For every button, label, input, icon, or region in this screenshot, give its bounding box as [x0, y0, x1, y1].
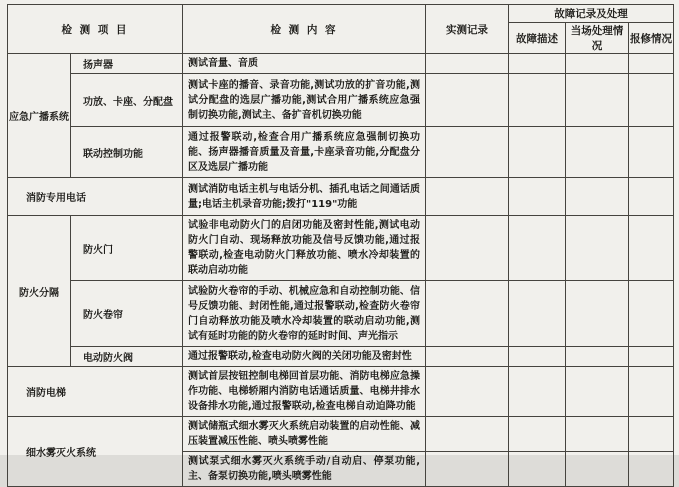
- content-fire-door: 试验非电动防火门的启闭功能及密封性能,测试电动防火门自动、现场释放功能及信号反馈功能,通过报警联动,检查电动防火门释放功能、喷水冷却装置的联动启动功能: [183, 216, 426, 281]
- fault-desc-cell: [509, 367, 566, 417]
- repair-status-cell: [629, 127, 674, 178]
- group-water-mist-system: 细水雾灭火系统: [8, 417, 183, 487]
- content-fire-telephone: 测试消防电话主机与电话分机、插孔电话之间通话质量;电话主机录音功能;拨打"119"功能: [183, 178, 426, 216]
- repair-status-cell: [629, 367, 674, 417]
- group-fire-separation: 防火分隔: [8, 216, 71, 367]
- repair-status-cell: [629, 216, 674, 281]
- fault-desc-cell: [509, 54, 566, 74]
- measured-record-cell: [426, 417, 509, 452]
- measured-record-cell: [426, 74, 509, 127]
- header-repair-status: 报修情况: [629, 23, 674, 54]
- content-water-mist-pump: 测试泵式细水雾灭火系统手动/自动启、停泵功能,主、备泵切换功能,喷头喷雾性能: [183, 452, 426, 487]
- onsite-handling-cell: [566, 54, 629, 74]
- repair-status-cell: [629, 347, 674, 367]
- content-amplifier-deck-panel: 测试卡座的播音、录音功能,测试功放的扩音功能,测试分配盘的选层广播功能,测试合用广播系统应急强制切换功能,测试主、备扩音机切换功能: [183, 74, 426, 127]
- repair-status-cell: [629, 178, 674, 216]
- content-linkage-control: 通过报警联动,检查合用广播系统应急强制切换功能、扬声器播音质量及音量,卡座录音功能,分配盘分区及选层广播功能: [183, 127, 426, 178]
- header-measured-record: 实测记录: [426, 5, 509, 54]
- table-row: [8, 367, 674, 417]
- fault-desc-cell: [509, 281, 566, 347]
- onsite-handling-cell: [566, 367, 629, 417]
- table-row: [8, 281, 674, 347]
- content-fire-elevator: 测试首层按钮控制电梯回首层功能、消防电梯应急操作功能、电梯轿厢内消防电话通话质量、电梯井排水设备排水功能,通过报警联动,检查电梯自动迫降功能: [183, 367, 426, 417]
- repair-status-cell: [629, 417, 674, 452]
- item-fire-door: 防火门: [71, 216, 183, 281]
- table-row: [8, 347, 674, 367]
- header-inspection-content: 检 测 内 容: [183, 5, 426, 54]
- table-row: [8, 216, 674, 281]
- header-fault-record-group: 故障记录及处理: [509, 5, 674, 23]
- header-onsite-handling: 当场处理情况: [566, 23, 629, 54]
- onsite-handling-cell: [566, 178, 629, 216]
- onsite-handling-cell: [566, 347, 629, 367]
- onsite-handling-cell: [566, 216, 629, 281]
- table-row: [8, 417, 674, 452]
- onsite-handling-cell: [566, 127, 629, 178]
- fault-desc-cell: [509, 347, 566, 367]
- measured-record-cell: [426, 367, 509, 417]
- table-row: [8, 178, 674, 216]
- onsite-handling-cell: [566, 417, 629, 452]
- table-row: [8, 74, 674, 127]
- measured-record-cell: [426, 178, 509, 216]
- inspection-table: [7, 4, 674, 487]
- table-row: [8, 127, 674, 178]
- repair-status-cell: [629, 74, 674, 127]
- content-water-mist-bottle: 测试储瓶式细水雾灭火系统启动装置的启动性能、减压装置减压性能、喷头喷雾性能: [183, 417, 426, 452]
- group-fire-elevator: 消防电梯: [8, 367, 183, 417]
- header-inspection-item: 检 测 项 目: [8, 5, 183, 54]
- group-emergency-broadcast: 应急广播系统: [8, 54, 71, 178]
- measured-record-cell: [426, 54, 509, 74]
- item-electric-fire-damper: 电动防火阀: [71, 347, 183, 367]
- content-fire-shutter: 试验防火卷帘的手动、机械应急和自动控制功能、信号反馈功能、封闭性能,通过报警联动,检查防火卷帘门自动释放功能及喷水冷却装置的联动启动功能,测试有延时功能的防火卷帘的延时时间、声光指示: [183, 281, 426, 347]
- item-linkage-control: 联动控制功能: [71, 127, 183, 178]
- item-fire-shutter: 防火卷帘: [71, 281, 183, 347]
- onsite-handling-cell: [566, 74, 629, 127]
- content-speaker: 测试音量、音质: [183, 54, 426, 74]
- table-row: [8, 54, 674, 74]
- measured-record-cell: [426, 216, 509, 281]
- repair-status-cell: [629, 452, 674, 487]
- fault-desc-cell: [509, 417, 566, 452]
- measured-record-cell: [426, 127, 509, 178]
- measured-record-cell: [426, 347, 509, 367]
- fault-desc-cell: [509, 127, 566, 178]
- repair-status-cell: [629, 54, 674, 74]
- header-fault-description: 故障描述: [509, 23, 566, 54]
- fault-desc-cell: [509, 74, 566, 127]
- item-speaker: 扬声器: [71, 54, 183, 74]
- fault-desc-cell: [509, 178, 566, 216]
- fault-desc-cell: [509, 216, 566, 281]
- measured-record-cell: [426, 452, 509, 487]
- onsite-handling-cell: [566, 452, 629, 487]
- group-fire-telephone: 消防专用电话: [8, 178, 183, 216]
- content-electric-fire-damper: 通过报警联动,检查电动防火阀的关闭功能及密封性: [183, 347, 426, 367]
- onsite-handling-cell: [566, 281, 629, 347]
- measured-record-cell: [426, 281, 509, 347]
- repair-status-cell: [629, 281, 674, 347]
- item-amplifier-deck-panel: 功放、卡座、分配盘: [71, 74, 183, 127]
- fault-desc-cell: [509, 452, 566, 487]
